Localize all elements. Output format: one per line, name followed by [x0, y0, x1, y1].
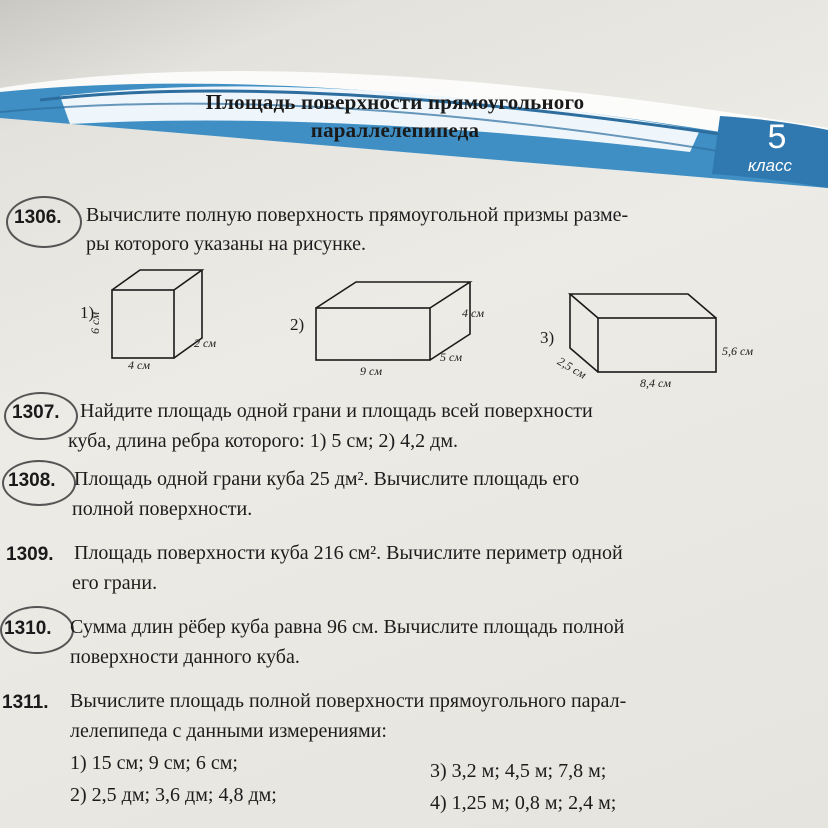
problem-1307-line1: Найдите площадь одной грани и площадь всей поверхности — [80, 400, 593, 422]
problem-1309-line2: его грани. — [72, 572, 158, 594]
figure-3-height: 5,6 см — [722, 344, 753, 358]
figure-2-depth: 4 см — [462, 306, 484, 320]
section-title-line1: Площадь поверхности прямоугольного — [205, 90, 585, 114]
figure-2-width: 9 см — [360, 364, 382, 378]
figure-3-depth: 2,5 см — [555, 354, 589, 382]
problem-1308-line2: полной поверхности. — [72, 498, 253, 520]
problem-1309-line1: Площадь поверхности куба 216 см². Вычислите периметр одной — [74, 542, 623, 564]
problem-1306-line1: Вычислите полную поверхность прямоугольной призмы разме- — [86, 204, 629, 226]
figure-1-depth: 2 см — [194, 336, 216, 350]
problem-1311-line1: Вычислите площадь полной поверхности прямоугольного парал- — [70, 690, 627, 712]
problem-number-1311: 1311. — [2, 692, 49, 713]
figure-1-index: 1) — [80, 303, 95, 322]
problem-1311-option-1: 1) 15 см; 9 см; 6 см; — [70, 752, 238, 774]
problem-1308-line1: Площадь одной грани куба 25 дм². Вычислите площадь его — [74, 468, 580, 490]
figure-3-width: 8,4 см — [640, 376, 671, 390]
grade-number: 5 — [767, 118, 787, 156]
problem-number-1308: 1308. — [8, 470, 56, 491]
problem-1310-line2: поверхности данного куба. — [70, 646, 300, 668]
grade-label: класс — [747, 156, 793, 175]
problem-number-1306: 1306. — [14, 207, 62, 228]
problem-1306-line2: ры которого указаны на рисунке. — [86, 233, 366, 255]
problem-1307-line2: куба, длина ребра которого: 1) 5 см; 2) 4,2 дм. — [68, 430, 459, 452]
problem-number-1307: 1307. — [12, 402, 60, 423]
problem-number-1309: 1309. — [6, 544, 54, 565]
problem-1310-line1: Сумма длин рёбер куба равна 96 см. Вычислите площадь полной — [70, 616, 625, 638]
problem-1311-option-2: 2) 2,5 дм; 3,6 дм; 4,8 дм; — [70, 784, 277, 806]
figure-3-index: 3) — [540, 328, 555, 347]
figure-1-height: 6 см — [88, 312, 102, 334]
figure-2-index: 2) — [290, 315, 305, 334]
problem-1311-option-4: 4) 1,25 м; 0,8 м; 2,4 м; — [430, 792, 617, 814]
section-title-line2: параллелепипеда — [310, 118, 480, 142]
problem-1311-line2: лелепипеда с данными измерениями: — [70, 720, 387, 742]
problem-1311-option-3: 3) 3,2 м; 4,5 м; 7,8 м; — [430, 760, 607, 782]
figure-2-height: 5 см — [440, 350, 462, 364]
figure-1-width: 4 см — [128, 358, 150, 372]
problem-number-1310: 1310. — [4, 618, 52, 639]
